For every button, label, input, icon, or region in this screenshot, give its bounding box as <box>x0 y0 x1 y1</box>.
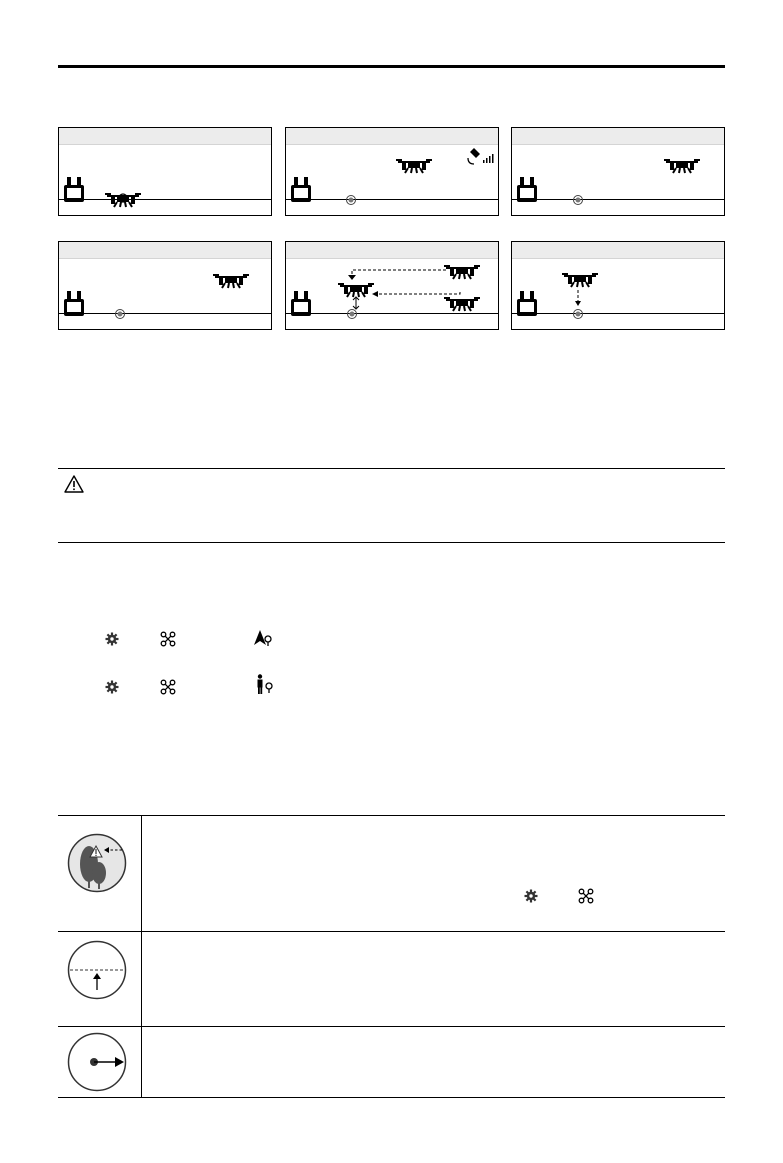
aircraft-icon <box>338 283 374 297</box>
aircraft-icon <box>578 888 594 904</box>
warning-bottom-rule <box>58 542 725 543</box>
gear-icon <box>105 632 119 646</box>
aircraft-icon <box>562 273 598 287</box>
warning-triangle-icon <box>64 475 84 493</box>
table-column-divider <box>141 815 142 1098</box>
gps-signal-icon <box>468 148 494 164</box>
aircraft-icon <box>213 274 249 288</box>
gear-icon <box>105 680 119 694</box>
warning-top-rule <box>58 468 725 469</box>
diagram-panel-2 <box>285 127 499 216</box>
home-point-icon <box>347 196 356 205</box>
aircraft-icon <box>105 193 141 207</box>
ascend-to-altitude-icon <box>67 940 127 1000</box>
table-bottom-rule <box>58 1097 725 1098</box>
diagram-panel-1 <box>58 127 272 216</box>
diagram-panel-6 <box>511 241 725 330</box>
obstacle-avoidance-icon <box>67 833 127 893</box>
aircraft-icon <box>160 631 176 647</box>
diagram-panel-3 <box>511 127 725 216</box>
straight-line-rth-icon <box>67 1032 127 1092</box>
aircraft-icon <box>444 297 480 311</box>
aircraft-icon <box>444 265 480 279</box>
table-row-divider <box>58 1026 725 1027</box>
aircraft-icon <box>160 679 176 695</box>
table-row-divider <box>58 931 725 932</box>
remote-controller-location-home-icon <box>256 674 274 696</box>
table-top-rule <box>58 815 725 816</box>
aircraft-location-home-icon <box>254 628 274 648</box>
diagram-panel-4 <box>58 241 272 330</box>
header-rule <box>58 65 725 68</box>
gear-icon <box>524 889 538 903</box>
diagram-panel-5 <box>285 241 499 330</box>
aircraft-icon <box>664 159 700 173</box>
aircraft-icon <box>396 159 432 173</box>
remote-controller-icon <box>64 177 84 202</box>
